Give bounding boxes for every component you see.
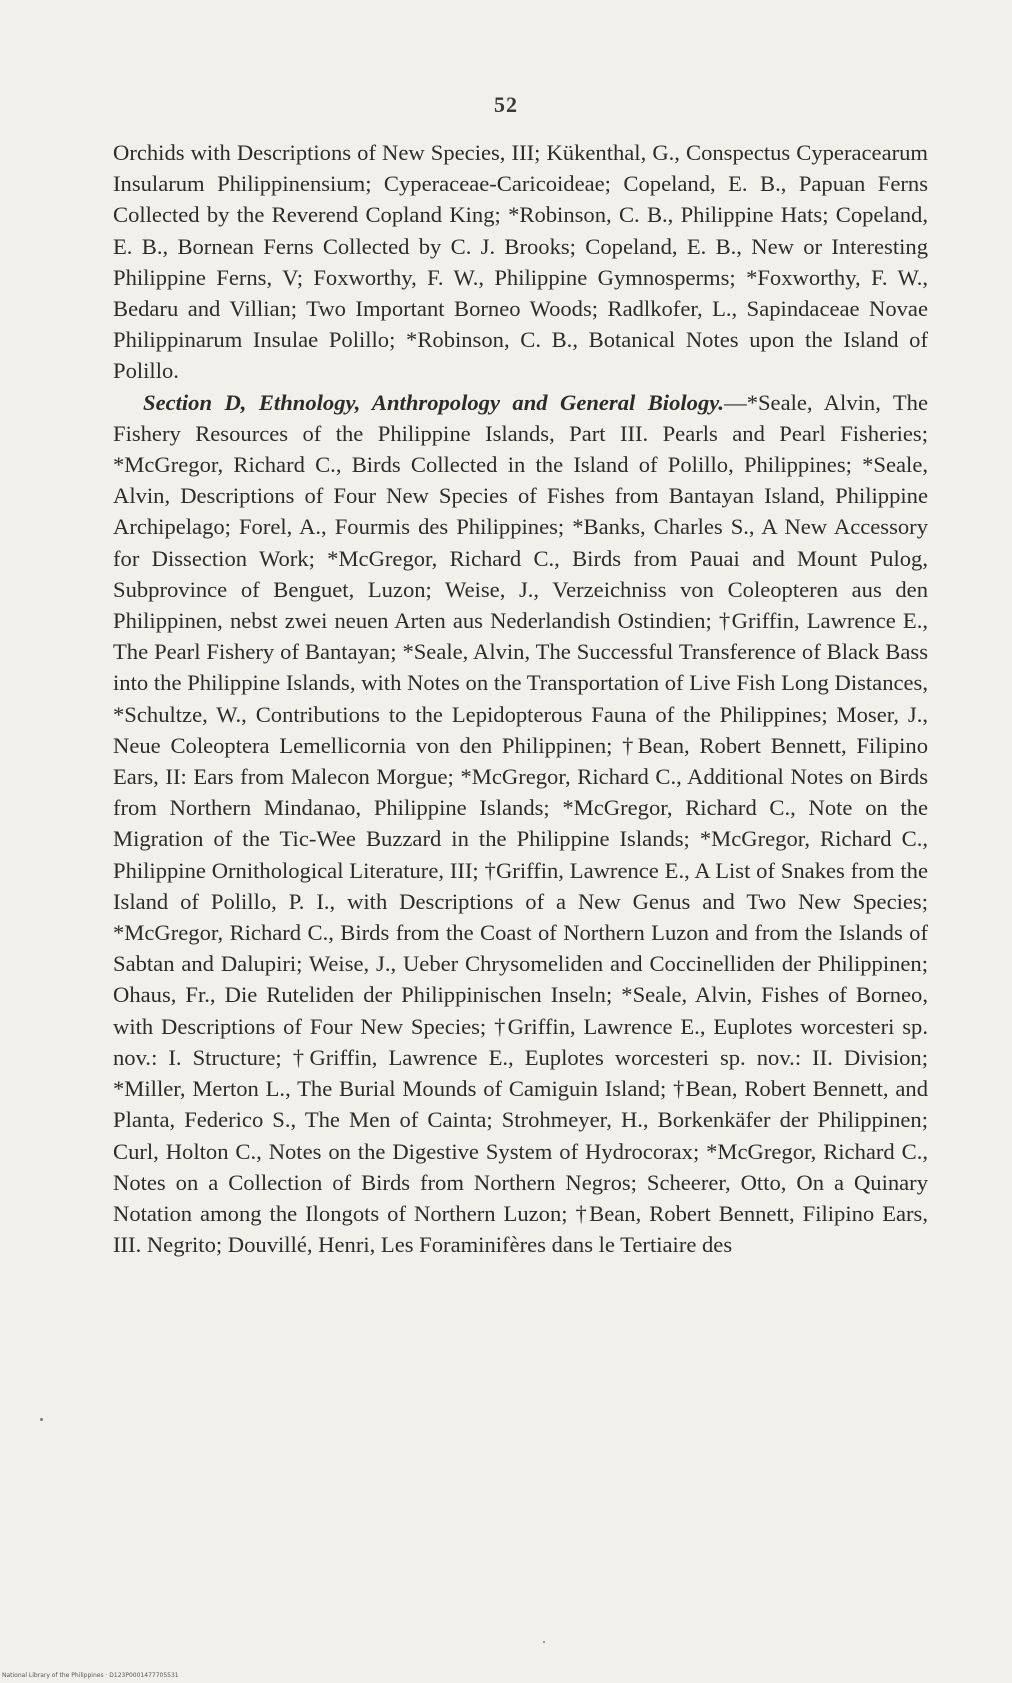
page-speck (40, 1418, 43, 1421)
footer-credit: National Library of the Philippines · D123P0001477705531 (2, 1672, 179, 1679)
page-speck (543, 1641, 545, 1643)
paragraph-text: —*Seale, Alvin, The Fishery Resources of the Philippine Islands, Part III. Pearls and Pearl Fisheries; *McGregor, Richard C., Birds Collected in the Island of Polillo, Philippines; *Seale, Alvin, Descriptions of Four New Species of Fishes from Bantayan Island, Philippine Archipelago; Forel, A., Fourmis des Philippines; *Banks, Charles S., A New Accessory for Dissection Work; *McGregor, Richard C., Birds from Pauai and Mount Pulog, Subprovince of Benguet, Luzon; Weise, J., Verzeichniss von Coleopteren aus den Philippinen, nebst zwei neuen Arten aus Nederlandish Ostindien; †Griffin, Lawrence E., The Pearl Fishery of Bantayan; *Seale, Alvin, The Successful Transference of Black Bass into the Philippine Islands, with Notes on the Transportation of Live Fish Long Distances, *Schultze, W., Contributions to the Lepidopterous Fauna of the Philippines; Moser, J., Neue Coleoptera Lemellicornia von den Philippinen; †Bean, Robert Bennett, Filipino Ears, II: Ears from Malecon Morgue; *McGregor, Richard C., Additional Notes on Birds from Northern Mindanao, Philippine Islands; *McGregor, Richard C., Note on the Migration of the Tic-Wee Buzzard in the Philippine Islands; *McGregor, Richard C., Philippine Ornithological Literature, III; †Griffin, Lawrence E., A List of Snakes from the Island of Polillo, P. I., with Descriptions of a New Genus and Two New Species; *McGregor, Richard C., Birds from the Coast of Northern Luzon and from the Islands of Sabtan and Dalupiri; Weise, J., Ueber Chrysomeliden and Coccinelliden der Philippinen; Ohaus, Fr., Die Ruteliden der Philippinischen Inseln; *Seale, Alvin, Fishes of Borneo, with Descriptions of Four New Species; †Griffin, Lawrence E., Euplotes worcesteri sp. nov.: I. Structure; †Griffin, Lawrence E., Euplotes worcesteri sp. nov.: II. Division; *Miller, Merton L., The Burial Mounds of Camiguin Island; †Bean, Robert Bennett, and Planta, Federico S., The Men of Cainta; Strohmeyer, H., Borkenkäfer der Philippinen; Curl, Holton C., Notes on the Digestive System of Hydrocorax; *McGregor, Richard C., Notes on a Collection of Birds from Northern Negros; Scheerer, Otto, On a Quinary Notation among the Ilongots of Northern Luzon; †Bean, Robert Bennett, Filipino Ears, III. Negrito; Douvillé, Henri, Les Foraminifères dans le Tertiaire des (113, 389, 928, 1258)
section-heading: Section D, Ethnology, Anthropology and General Biology. (143, 389, 725, 415)
page-number: 52 (494, 92, 518, 117)
paragraph-section-d (113, 387, 928, 1261)
paragraph-text: Orchids with Descriptions of New Species, III; Kükenthal, G., Conspectus Cyperacearum Insularum Philippinensium; Cyperaceae-Caricoideae; Copeland, E. B., Papuan Ferns Collected by the Reverend Copland King; *Robinson, C. B., Philippine Hats; Copeland, E. B., Bornean Ferns Collected by C. J. Brooks; Copeland, E. B., New or Interesting Philippine Ferns, V; Foxworthy, F. W., Philippine Gymnosperms; *Foxworthy, F. W., Bedaru and Villian; Two Important Borneo Woods; Radlkofer, L., Sapindaceae Novae Philippinarum Insulae Polillo; *Robinson, C. B., Botanical Notes upon the Island of Polillo. (113, 140, 928, 384)
paragraph-botany-continued (113, 137, 928, 387)
body-text (113, 137, 928, 1260)
